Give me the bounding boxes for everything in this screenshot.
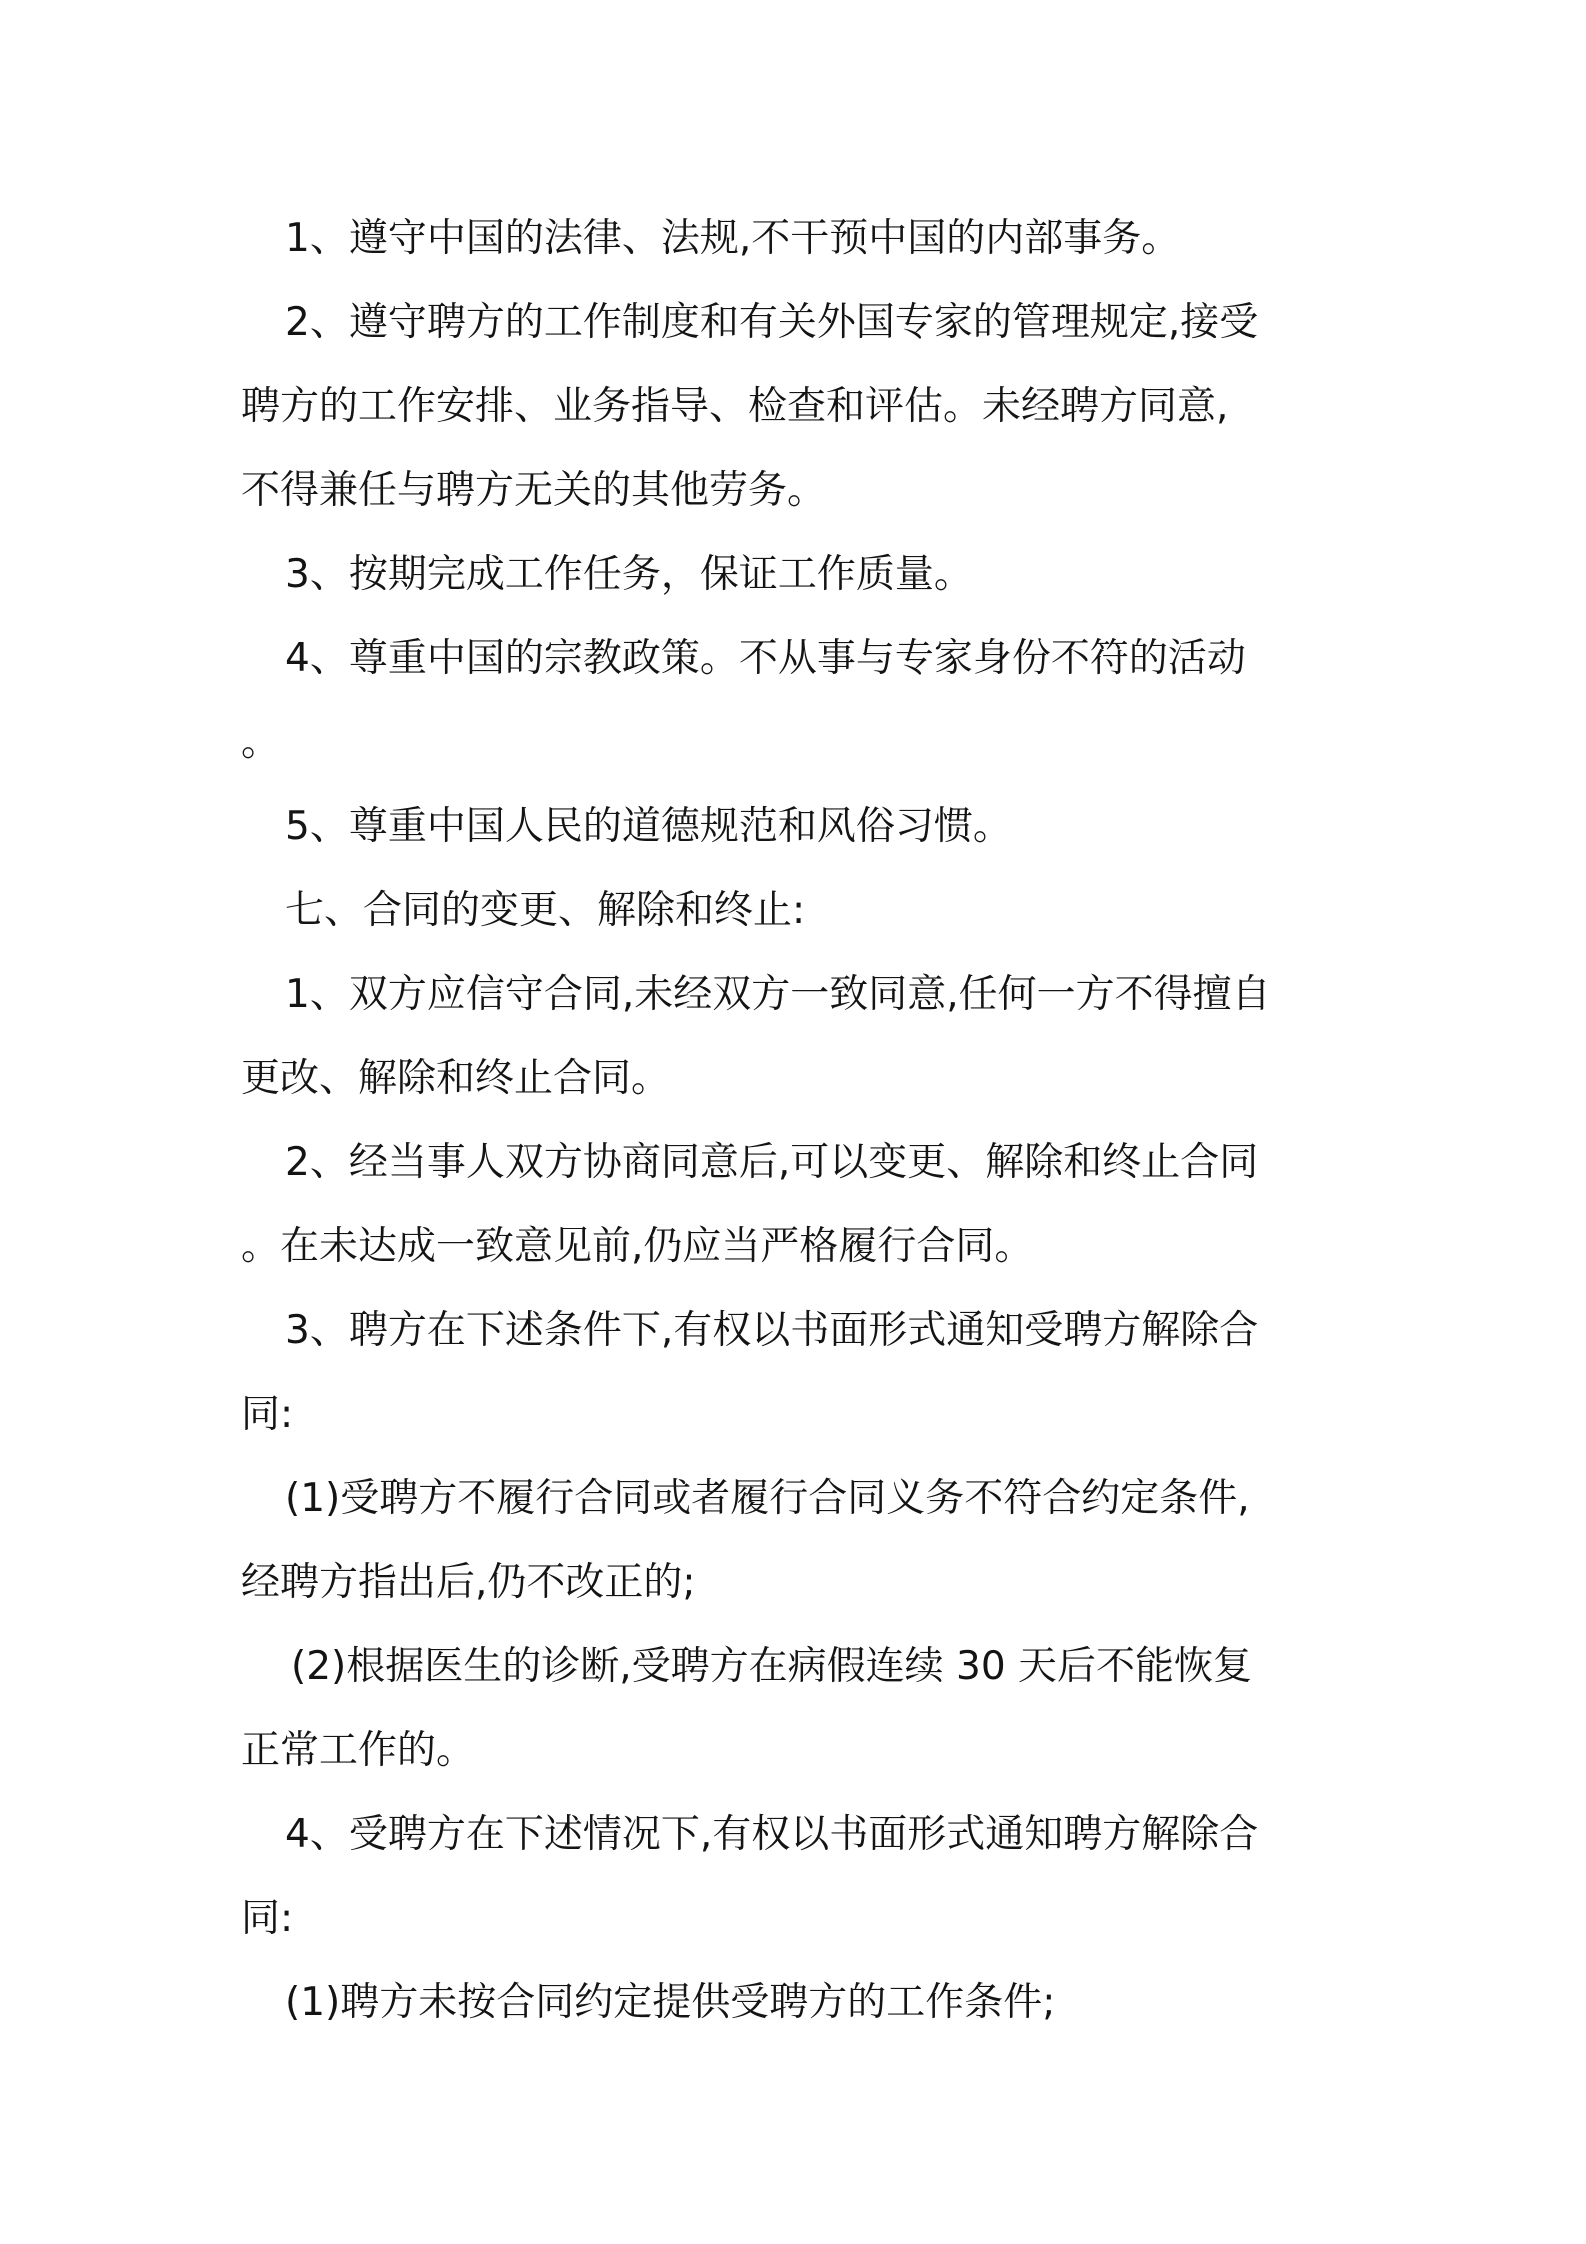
section-heading-seven: 七、合同的变更、解除和终止: [285,888,806,933]
clause-line-4: 不得兼任与聘方无关的其他劳务。 [241,468,827,513]
clause-line-1: 1、遵守中国的法律、法规,不干预中国的内部事务。 [285,216,1181,261]
document-body [241,197,1363,2045]
clause-line-2: 2、遵守聘方的工作制度和有关外国专家的管理规定,接受 [285,300,1259,345]
clause-line-15: 同: [241,1392,294,1437]
clause-line-18: (2)根据医生的诊断,受聘方在病假连续 30 天后不能恢复 [291,1644,1253,1689]
clause-line-17: 经聘方指出后,仍不改正的; [241,1560,696,1605]
clause-line-3: 聘方的工作安排、业务指导、检查和评估。未经聘方同意, [241,384,1229,429]
clause-line-16: (1)受聘方不履行合同或者履行合同义务不符合约定条件, [285,1476,1250,1521]
clause-line-7: 。 [241,720,281,765]
clause-line-22: (1)聘方未按合同约定提供受聘方的工作条件; [285,1980,1056,2025]
clause-line-6: 4、尊重中国的宗教政策。不从事与专家身份不符的活动 [285,636,1246,681]
clause-line-14: 3、聘方在下述条件下,有权以书面形式通知受聘方解除合 [285,1308,1259,1353]
clause-line-19: 正常工作的。 [241,1728,476,1773]
clause-line-21: 同: [241,1896,294,1941]
clause-line-10: 1、双方应信守合同,未经双方一致同意,任何一方不得擅自 [285,972,1271,1017]
clause-line-11: 更改、解除和终止合同。 [241,1056,671,1101]
clause-line-12: 2、经当事人双方协商同意后,可以变更、解除和终止合同 [285,1140,1259,1185]
clause-line-5: 3、按期完成工作任务，保证工作质量。 [285,552,973,597]
clause-line-13: 。在未达成一致意见前,仍应当严格履行合同。 [241,1224,1034,1269]
clause-line-8: 5、尊重中国人民的道德规范和风俗习惯。 [285,804,1012,849]
clause-line-20: 4、受聘方在下述情况下,有权以书面形式通知聘方解除合 [285,1812,1259,1857]
